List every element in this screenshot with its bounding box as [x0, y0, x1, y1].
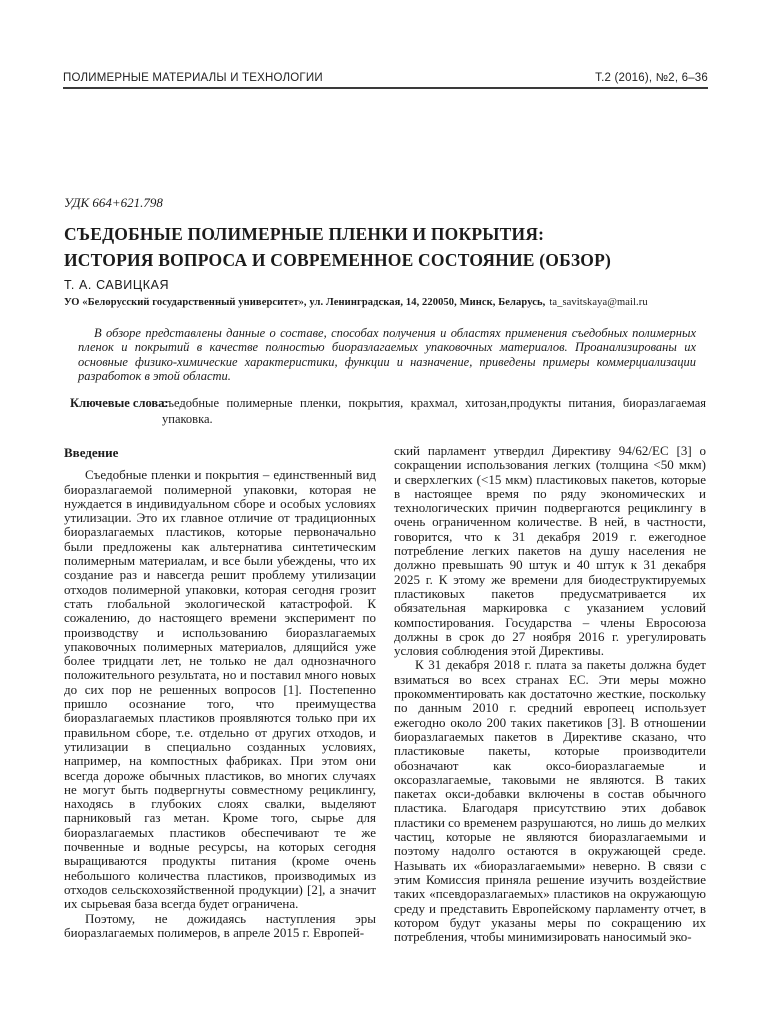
author-email: ta_savitskaya@mail.ru: [549, 297, 648, 308]
journal-name: ПОЛИМЕРНЫЕ МАТЕРИАЛЫ И ТЕХНОЛОГИИ: [63, 72, 323, 84]
title-line-2: ИСТОРИЯ ВОПРОСА И СОВРЕМЕННОЕ СОСТОЯНИЕ (ОБЗОР): [64, 250, 612, 270]
affiliation-line: [64, 297, 712, 308]
body-paragraph: Поэтому, не дожидаясь наступления эры биоразлагаемых полимеров, в апреле 2015 г. Европей-: [64, 910, 376, 940]
right-column: [394, 444, 706, 944]
body-columns: [64, 444, 706, 944]
author-name: Т. А. САВИЦКАЯ: [64, 278, 170, 292]
article-title: [64, 221, 712, 273]
affiliation-text: УО «Белорусский государственный университет», ул. Ленинградская, 14, 220050, Минск, Беларусь,: [64, 297, 546, 308]
title-line-1: СЪЕДОБНЫЕ ПОЛИМЕРНЫЕ ПЛЕНКИ И ПОКРЫТИЯ:: [64, 224, 545, 244]
body-paragraph: К 31 декабря 2018 г. плата за пакеты должна будет взиматься во всех странах ЕС. Эти меры можно прокомментировать как достаточно жесткие, поскольку по данным 2010 г. средний европеец использует ежегодно около 200 таких пакетиков [3]. В отношении биоразлагаемых пакетов в Директиве сказано, что пластиковые пакеты, которые производители обозначают как оксо-биоразлагаемые и оксоразлагаемые, таковыми не являются. В таких пакетах окси-добавки включены в состав обычного пластика. Благодаря присутствию этих добавок пластики со временем разрушаются, но лишь до мелких частиц, которые не являются биоразлагаемыми и поэтому надолго остаются в окружающей среде. Называть их «биоразлагаемыми» неверно. В связи с этим Комиссия приняла решение изучить воздействие таких «псевдоразлагаемых» пластиков на окружающую среду и представить Европейскому парламенту отчет, в котором будут указаны меры по сокращению их потребления, чтобы минимизировать наносимый эко-: [394, 657, 706, 945]
keywords-text: съедобные полимерные пленки, покрытия, крахмал, хитозан,продукты питания, биоразлагаемая упаковка.: [162, 396, 706, 426]
section-heading-introduction: Введение: [64, 445, 119, 460]
keywords-label: Ключевые слова:: [70, 396, 169, 410]
body-paragraph: ский парламент утвердил Директиву 94/62/ЕС [3] о сокращении использования легких (толщина <50 мкм) и сверхлегких (<15 мкм) пластиковых пакетов, которые в настоящее время по ряду экономических и технологических причин подвергаются рециклингу в очень ограниченном количестве. В ней, в частности, говорится, что к 31 декабря 2019 г. ежегодное потребление легких пакетов на душу населения не должно превышать 90 штук и 40 штук к 31 декабря 2025 г. К этому же времени для биодеструктируемых пластиковых пакетов предусматривается их обязательная маркировка с указанием условий компостирования. Государства – члены Евросоюза должны в срок до 27 ноября 2016 г. урегулировать условия соблюдения этой Директивы.: [394, 443, 706, 659]
abstract-text: В обзоре представлены данные о составе, способах получения и областях применения съедобных полимерных пленок и покрытий в качестве полностью биоразлагаемых упаковочных материалов. Проанализированы их основные физико-химические характеристики, функции и назначение, приведены примеры коммерциализации разработок в этой области.: [78, 326, 696, 384]
body-paragraph: Съедобные пленки и покрытия – единственный вид биоразлагаемой полимерной упаковки, которая не нуждается в индивидуальном сборе и особых условиях утилизации. Это их главное отличие от традиционных биоразлагаемых пластиков, которые первоначально были предложены как альтернатива синтетическим полимерным материалам, и все были убеждены, что их создание раз и навсегда решит проблему утилизации отходов полимерной упаковки, которая сегодня грозит стать глобальной экологической катастрофой. К сожалению, до настоящего времени эксперимент по производству и использованию биоразлагаемых упаковочных полимерных материалов, длящийся уже более тридцати лет, не только не дал однозначного положительного результата, но и поставил много новых до сих пор не решенных вопросов [1]. Постепенно пришло осознание того, что преимущества биоразлагаемых пластиков проявляются только при их правильном сборе, т.е. отдельно от других отходов, и утилизации в специально созданных условиях, например, на компостных фабриках. При этом они всегда дороже обычных пластиков, во многих случаях не могут быть подвергнуты совместному рециклингу, находясь в глубоких слоях свалки, выделяют парниковый газ метан. Кроме того, сырье для биоразлагаемых пластиков обеспечивают те же почвенные и водные ресурсы, на которых сегодня выращиваются продукты питания (кроме очень небольшого количества пластиков, производимых из отходов сельскохозяйственной продукции) [2], а значит их сырьевая база всегда будет ограничена.: [64, 467, 376, 912]
udc-code: УДК 664+621.798: [64, 195, 163, 210]
left-column: [64, 444, 376, 944]
issue-info: Т.2 (2016), №2, 6–36: [595, 72, 708, 84]
page-header: [63, 72, 708, 89]
keywords-block: [70, 396, 706, 427]
